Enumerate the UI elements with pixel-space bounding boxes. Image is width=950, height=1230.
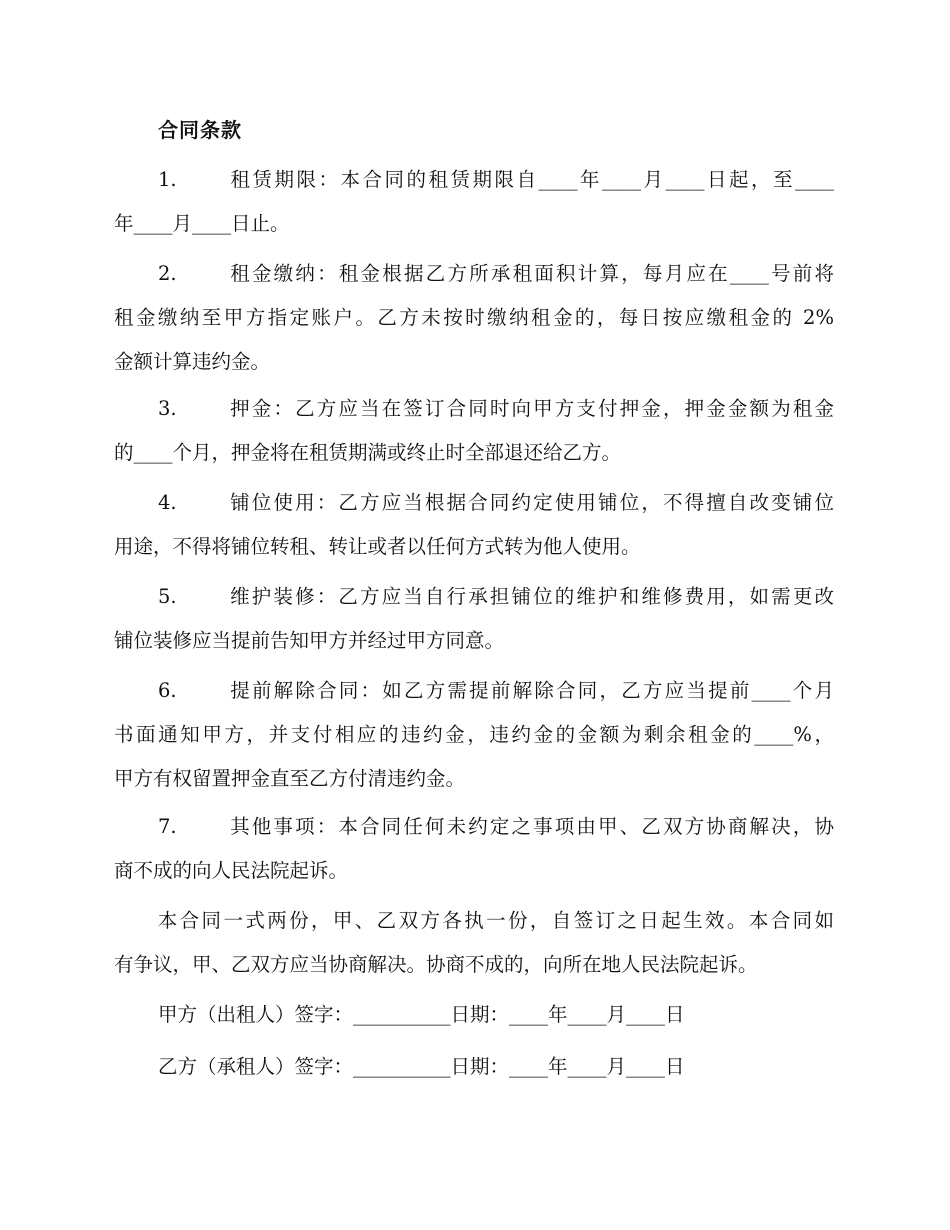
clause-number: 6. xyxy=(158,679,177,702)
clause-line: 用途，不得将铺位转租、转让或者以任何方式转为他人使用。 xyxy=(114,535,641,558)
clause-text: 提前解除合同：如乙方需提前解除合同，乙方应当提前____个月 xyxy=(228,679,834,702)
closing-paragraph xyxy=(114,899,834,987)
clause-number: 5. xyxy=(158,585,177,608)
closing-line: 本合同一式两份，甲、乙双方各执一份，自签订之日起生效。本合同如 xyxy=(114,909,834,932)
clause-line xyxy=(114,669,834,713)
clause-5 xyxy=(114,575,834,663)
clause-number: 7. xyxy=(158,815,177,838)
clause-line: 商不成的向人民法院起诉。 xyxy=(114,859,349,882)
signature-party-a: 甲方（出租人）签字：__________日期：____年____月____日 xyxy=(158,1003,685,1026)
clause-line xyxy=(114,481,834,525)
clause-4 xyxy=(114,481,834,569)
clause-number: 4. xyxy=(158,491,177,514)
clause-text: 押金：乙方应当在签订合同时向甲方支付押金，押金金额为租金 xyxy=(228,397,834,420)
clause-number: 3. xyxy=(158,397,177,420)
clause-line: 的____个月，押金将在租赁期满或终止时全部退还给乙方。 xyxy=(114,441,622,464)
clause-number: 2. xyxy=(158,262,177,285)
clause-text: 维护装修：乙方应当自行承担铺位的维护和维修费用，如需更改 xyxy=(228,585,834,608)
clause-line xyxy=(114,805,834,849)
clause-number: 1. xyxy=(158,168,177,191)
clause-2 xyxy=(114,252,834,384)
clause-line: 金额计算违约金。 xyxy=(114,350,271,373)
clause-line xyxy=(114,158,834,202)
clause-6 xyxy=(114,669,834,801)
clause-line: 租金缴纳至甲方指定账户。乙方未按时缴纳租金的，每日按应缴租金的 2% xyxy=(114,306,834,329)
signature-party-b: 乙方（承租人）签字：__________日期：____年____月____日 xyxy=(158,1055,685,1078)
section-heading: 合同条款 xyxy=(158,118,242,142)
clause-line xyxy=(114,387,834,431)
clause-7 xyxy=(114,805,834,893)
clause-text: 铺位使用：乙方应当根据合同约定使用铺位，不得擅自改变铺位 xyxy=(228,491,834,514)
clause-line: 甲方有权留置押金直至乙方付清违约金。 xyxy=(114,767,466,790)
clause-text: 其他事项：本合同任何未约定之事项由甲、乙双方协商解决，协 xyxy=(228,815,834,838)
clause-text: 租赁期限：本合同的租赁期限自____年____月____日起，至____ xyxy=(228,168,834,191)
closing-line: 有争议，甲、乙双方应当协商解决。协商不成的，向所在地人民法院起诉。 xyxy=(114,953,758,976)
clause-line xyxy=(114,252,834,296)
clause-line: 铺位装修应当提前告知甲方并经过甲方同意。 xyxy=(114,629,505,652)
clause-text: 租金缴纳：租金根据乙方所承租面积计算，每月应在____号前将 xyxy=(228,262,834,285)
clause-line: 年____月____日止。 xyxy=(114,212,290,235)
clause-3 xyxy=(114,387,834,475)
clause-line: 书面通知甲方，并支付相应的违约金，违约金的金额为剩余租金的____%， xyxy=(114,723,834,746)
clause-1 xyxy=(114,158,834,246)
clause-line xyxy=(114,575,834,619)
